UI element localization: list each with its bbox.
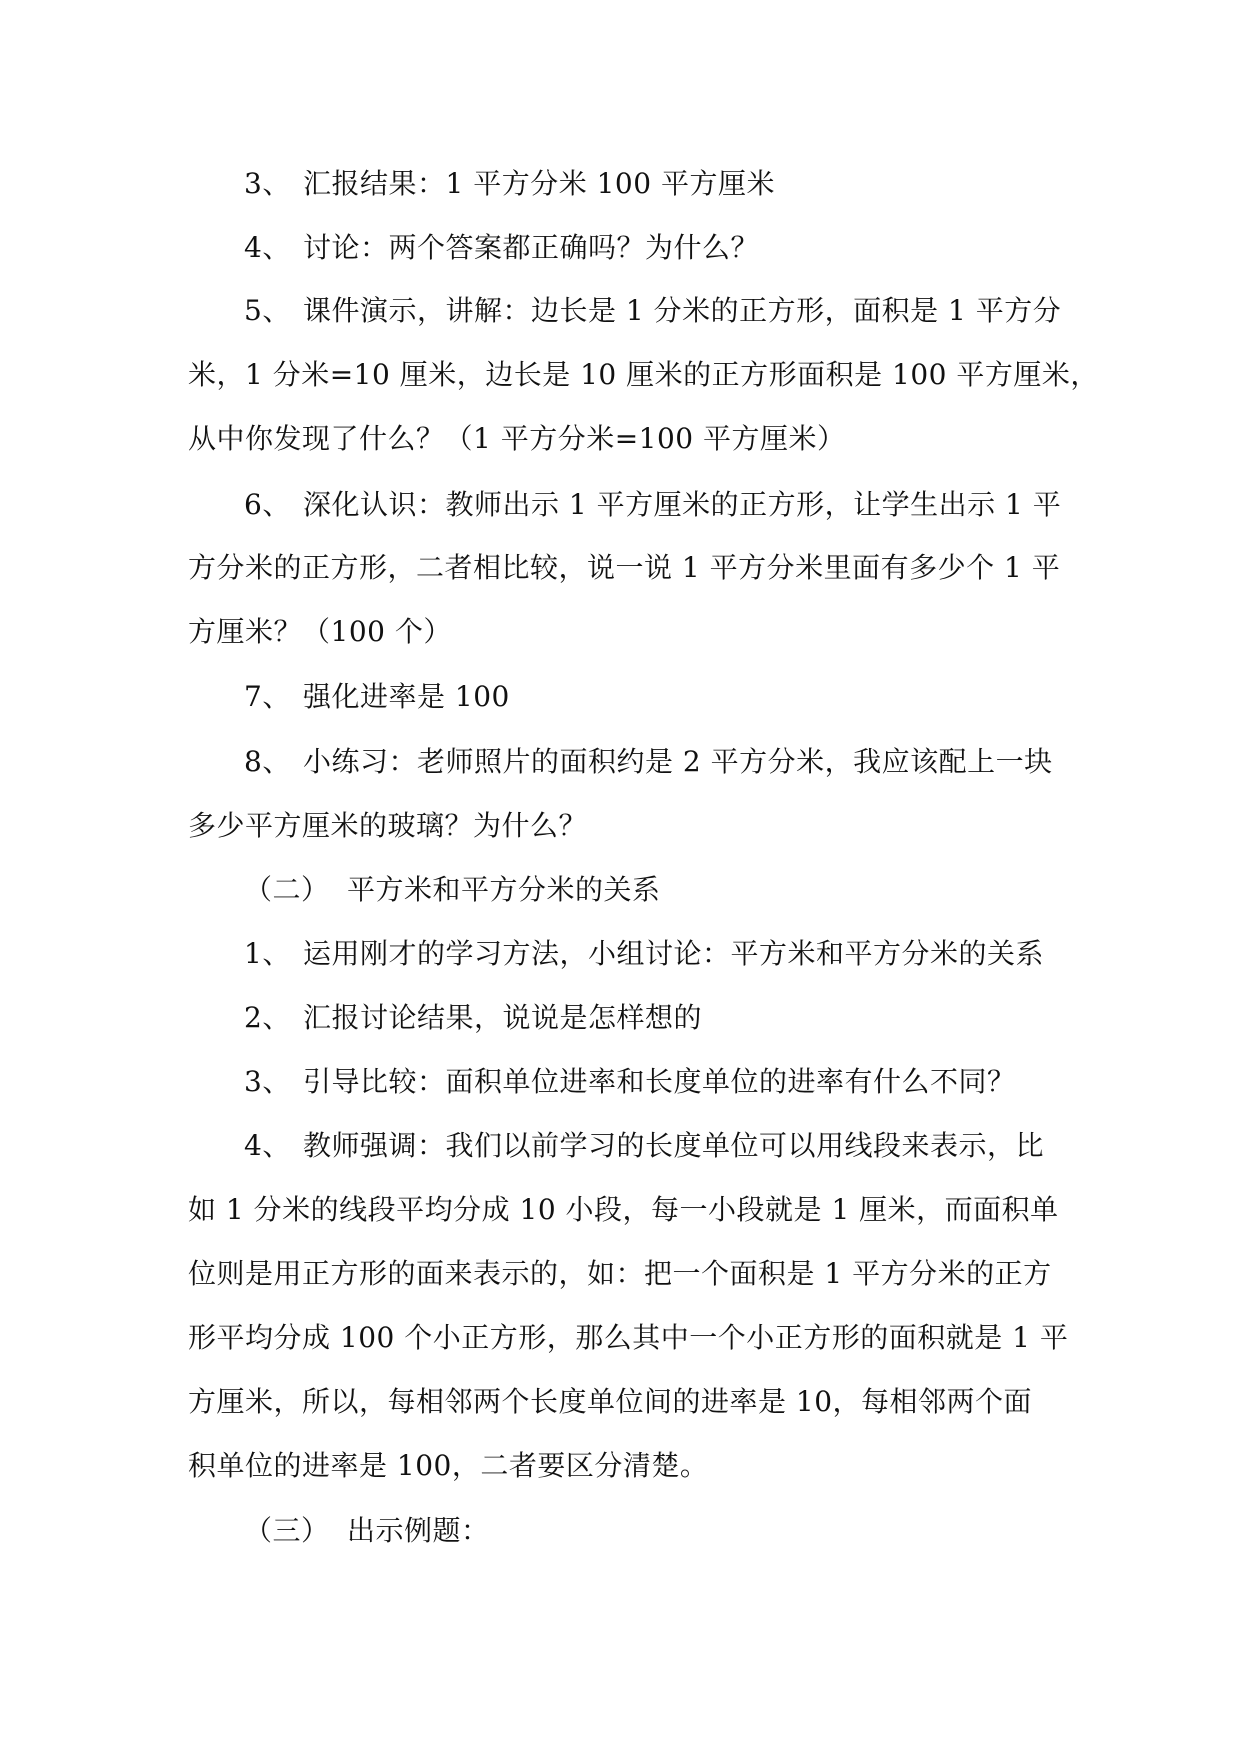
item-number: 2、	[244, 1001, 291, 1034]
item-number: 3、	[244, 1065, 291, 1098]
item-text: 小练习：老师照片的面积约是 2 平方分米，我应该配上一块	[303, 745, 1053, 778]
item-number: 7、	[244, 680, 291, 713]
section-title: 出示例题：	[347, 1514, 490, 1547]
item-text: 教师强调：我们以前学习的长度单位可以用线段来表示，比	[303, 1129, 1045, 1162]
continuation-text: 多少平方厘米的玻璃？为什么？	[188, 809, 588, 842]
item-text: 强化进率是 100	[303, 680, 510, 713]
continuation-text: 积单位的进率是 100，二者要区分清楚。	[188, 1449, 709, 1482]
item-number: 8、	[244, 745, 291, 778]
continuation-text: 从中你发现了什么？（1 平方分米=100 平方厘米）	[188, 422, 846, 455]
item-text: 运用刚才的学习方法，小组讨论：平方米和平方分米的关系	[303, 937, 1045, 970]
continuation-text: 方厘米？（100 个）	[188, 615, 452, 648]
item-number: 3、	[244, 167, 291, 200]
item-text: 深化认识：教师出示 1 平方厘米的正方形，让学生出示 1 平	[303, 488, 1062, 521]
item-text: 汇报讨论结果，说说是怎样想的	[303, 1001, 703, 1034]
continuation-text: 方厘米，所以，每相邻两个长度单位间的进率是 10，每相邻两个面	[188, 1385, 1033, 1418]
item-text: 讨论：两个答案都正确吗？为什么？	[303, 231, 760, 264]
item-text: 课件演示，讲解：边长是 1 分米的正方形，面积是 1 平方分	[303, 294, 1062, 327]
continuation-text: 如 1 分米的线段平均分成 10 小段，每一小段就是 1 厘米，而面积单	[188, 1193, 1059, 1226]
item-number: 4、	[244, 231, 291, 264]
item-number: 4、	[244, 1129, 291, 1162]
section-number: （二）	[244, 873, 330, 906]
section-title: 平方米和平方分米的关系	[347, 873, 661, 906]
item-number: 5、	[244, 294, 291, 327]
section-number: （三）	[244, 1514, 330, 1547]
item-text: 汇报结果：1 平方分米 100 平方厘米	[303, 167, 775, 200]
continuation-text: 形平均分成 100 个小正方形，那么其中一个小正方形的面积就是 1 平	[188, 1321, 1069, 1354]
continuation-text: 方分米的正方形，二者相比较，说一说 1 平方分米里面有多少个 1 平	[188, 551, 1061, 584]
continuation-text: 位则是用正方形的面来表示的，如：把一个面积是 1 平方分米的正方	[188, 1257, 1052, 1290]
item-number: 1、	[244, 937, 291, 970]
item-text: 引导比较：面积单位进率和长度单位的进率有什么不同？	[303, 1065, 1016, 1098]
continuation-text: 米，1 分米=10 厘米，边长是 10 厘米的正方形面积是 100 平方厘米，	[188, 358, 1099, 391]
item-number: 6、	[244, 488, 291, 521]
